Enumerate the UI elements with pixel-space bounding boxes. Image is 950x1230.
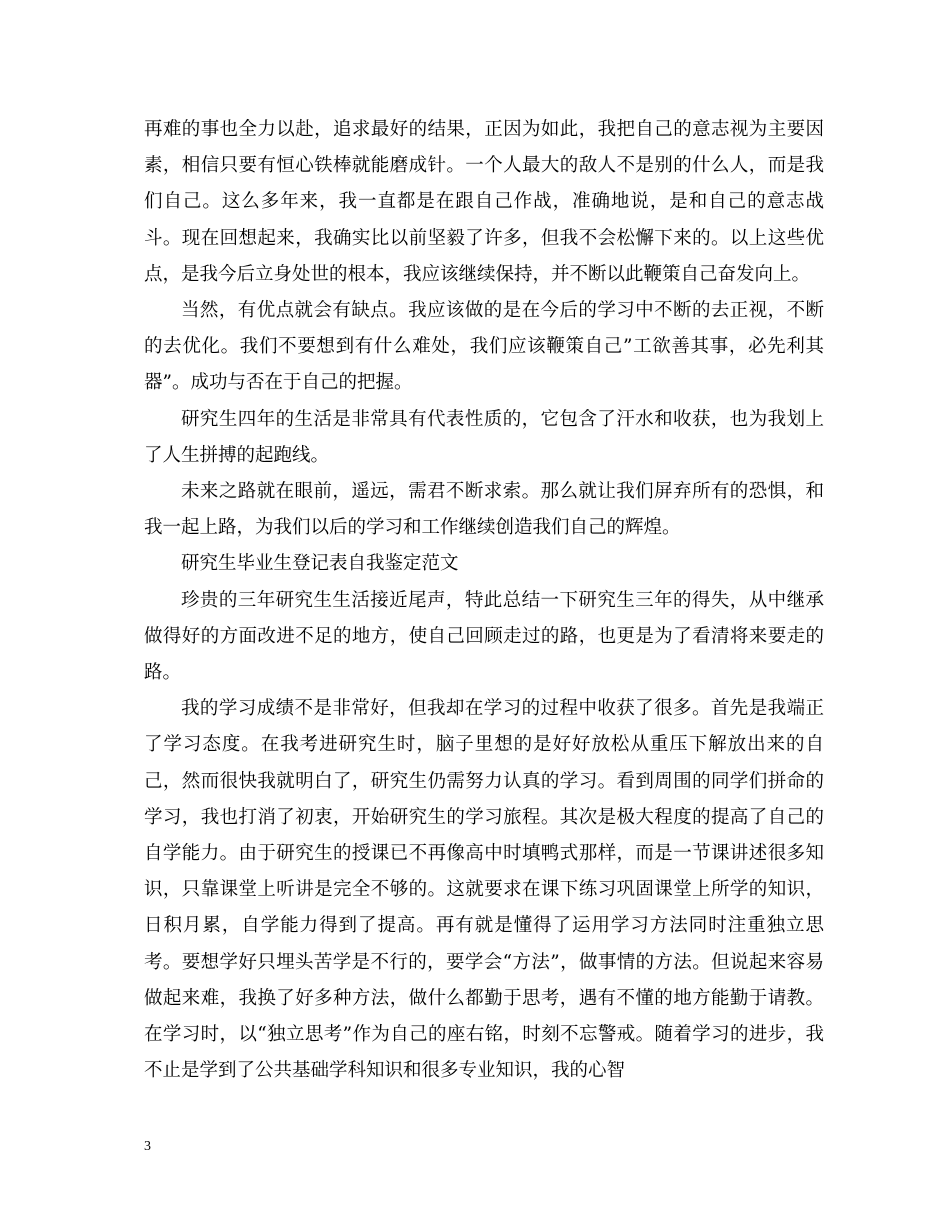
paragraph: 当然，有优点就会有缺点。我应该做的是在今后的学习中不断的去正视，不断的去优化。我们不要想到有什么难处，我们应该鞭策自己”工欲善其事，必先利其器”。成功与否在于自己的把握。 — [144, 300, 824, 394]
paragraph: 研究生四年的生活是非常具有代表性质的，它包含了汗水和收获，也为我划上了人生拼搏的起跑线。 — [144, 408, 824, 466]
page-number: 3 — [144, 1139, 151, 1154]
paragraph: 珍贵的三年研究生生活接近尾声，特此总结一下研究生三年的得失，从中继承做得好的方面改进不足的地方，使自己回顾走过的路，也更是为了看清将来要走的路。 — [144, 589, 824, 684]
paragraph: 未来之路就在眼前，遥远，需君不断求索。那么就让我们屏弃所有的恐惧，和我一起上路，为我们以后的学习和工作继续创造我们自己的辉煌。 — [144, 481, 824, 539]
paragraph-continuation: 再难的事也全力以赴，追求最好的结果，正因为如此，我把自己的意志视为主要因素，相信只要有恒心铁棒就能磨成针。一个人最大的敌人不是别的什么人，而是我们自己。这么多年来，我一直都是在跟自己作战，准确地说，是和自己的意志战斗。现在回想起来，我确实比以前坚毅了许多，但我不会松懈下来的。以上这些优点，是我今后立身处世的根本，我应该继续保持，并不断以此鞭策自己奋发向上。 — [144, 119, 824, 285]
document-body — [144, 112, 824, 1089]
paragraph: 我的学习成绩不是非常好，但我却在学习的过程中收获了很多。首先是我端正了学习态度。在我考进研究生时，脑子里想的是好好放松从重压下解放出来的自己，然而很快我就明白了，研究生仍需努力认真的学习。看到周围的同学们拼命的学习，我也打消了初衷，开始研究生的学习旅程。其次是极大程度的提高了自己的自学能力。由于研究生的授课已不再像高中时填鸭式那样，而是一节课讲述很多知识，只靠课堂上听讲是完全不够的。这就要求在课下练习巩固课堂上所学的知识，日积月累，自学能力得到了提高。再有就是懂得了运用学习方法同时注重独立思考。要想学好只埋头苦学是不行的，要学会“方法”，做事情的方法。但说起来容易做起来难，我换了好多种方法，做什么都勤于思考，遇有不懂的地方能勤于请教。在学习时，以“独立思考”作为自己的座右铭，时刻不忘警戒。随着学习的进步，我不止是学到了公共基础学科知识和很多专业知识，我的心智 — [144, 698, 824, 1082]
section-heading: 研究生毕业生登记表自我鉴定范文 — [181, 553, 459, 575]
